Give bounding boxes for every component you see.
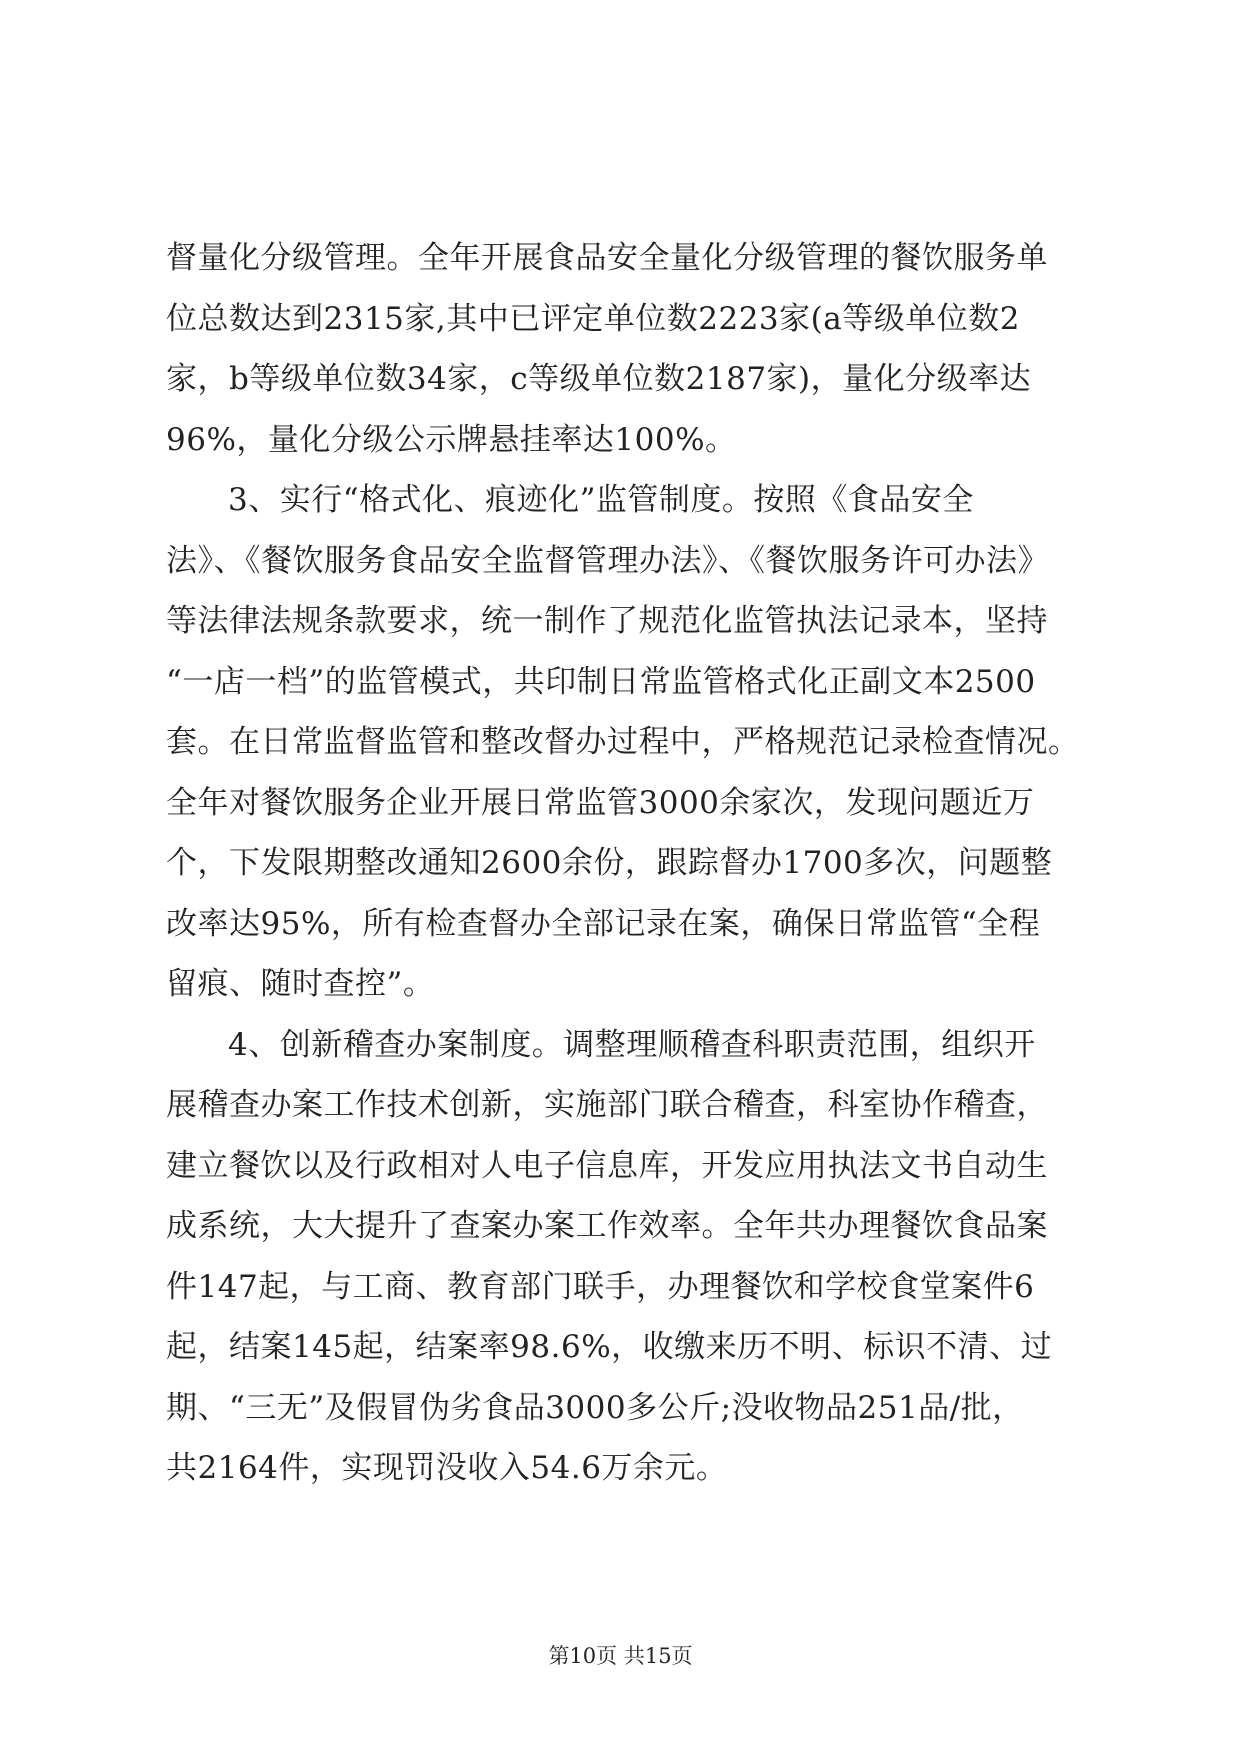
text-line: “一店一档”的监管模式，共印制日常监管格式化正副文本2500 [166,663,1036,700]
text-line: 家，b等级单位数34家，c等级单位数2187家)，量化分级率达 [166,361,1032,397]
text-line: 起，结案145起，结案率98.6%，收缴来历不明、标识不清、过 [166,1329,1053,1365]
text-line: 共2164件，实现罚没收入54.6万余元。 [166,1450,728,1486]
text-line: 位总数达到2315家,其中已评定单位数2223家(a等级单位数2 [166,300,1020,337]
text-line: 件147起，与工商、教育部门联手，办理餐饮和学校食堂案件6 [166,1268,1035,1305]
text-line: 改率达95%，所有检查督办全部记录在案，确保日常监管“全程 [166,905,1041,942]
text-line: 建立餐饮以及行政相对人电子信息库，开发应用执法文书自动生 [166,1147,1048,1184]
text-line: 督量化分级管理。全年开展食品安全量化分级管理的餐饮服务单 [166,240,1048,276]
text-line: 成系统，大大提升了查案办案工作效率。全年共办理餐饮食品案 [166,1208,1048,1244]
text-line: 法》、《餐饮服务食品安全监督管理办法》、《餐饮服务许可办法》 [166,542,1049,579]
text-line: 期、“三无”及假冒伪劣食品3000多公斤;没收物品251品/批， [166,1389,1024,1426]
page-number-footer: 第10页 共15页 [548,1644,693,1668]
text-line: 个，下发限期整改通知2600余份，跟踪督办1700多次，问题整 [166,845,1053,881]
text-line: 96%，量化分级公示牌悬挂率达100%。 [166,421,737,458]
text-line: 展稽查办案工作技术创新，实施部门联合稽查，科室协作稽查， [166,1087,1048,1123]
text-line: 等法律法规条款要求，统一制作了规范化监管执法记录本，坚持 [166,603,1048,639]
paragraph-4-start: 4、创新稽查办案制度。调整理顺稽查科职责范围，组织开 [228,1026,1036,1063]
paragraph-3-start: 3、实行“格式化、痕迹化”监管制度。按照《食品安全 [228,482,974,518]
text-line: 套。在日常监督监管和整改督办过程中，严格规范记录检查情况。 [166,724,1080,760]
body-text [166,228,1080,1499]
text-line: 留痕、随时查控”。 [166,966,435,1002]
text-line: 全年对餐饮服务企业开展日常监管3000余家次，发现问题近万 [166,784,1035,821]
